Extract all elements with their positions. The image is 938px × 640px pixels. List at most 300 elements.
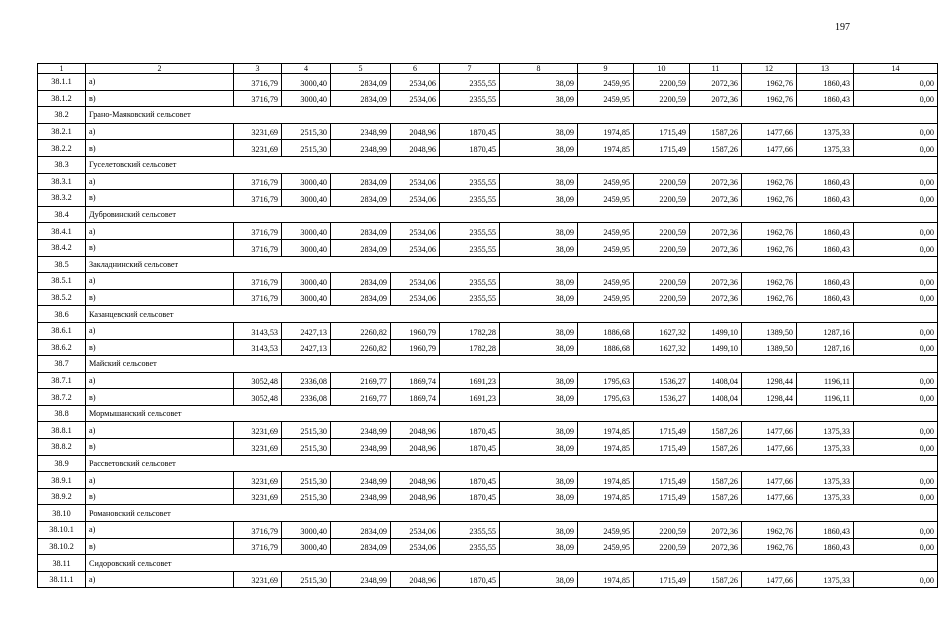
table-cell: 38,09	[500, 488, 578, 505]
table-cell: 1587,26	[690, 439, 742, 456]
table-cell: 1962,76	[742, 538, 797, 555]
row-number: 38.2.1	[38, 123, 86, 140]
row-label: в)	[86, 488, 234, 505]
column-header: 3	[234, 64, 282, 74]
table-cell: 1960,79	[391, 339, 440, 356]
row-number: 38.4.1	[38, 223, 86, 240]
table-cell: 38,09	[500, 389, 578, 406]
table-cell: 1860,43	[797, 190, 854, 207]
table-cell: 3231,69	[234, 472, 282, 489]
table-cell: 1962,76	[742, 239, 797, 256]
table-cell: 1587,26	[690, 488, 742, 505]
section-row	[38, 156, 938, 173]
section-row	[38, 455, 938, 472]
table-cell: 2348,99	[331, 571, 391, 588]
table-cell: 1886,68	[578, 339, 634, 356]
table-row	[38, 190, 938, 207]
row-number: 38.11.1	[38, 571, 86, 588]
column-header: 8	[500, 64, 578, 74]
row-number: 38.7.2	[38, 389, 86, 406]
table-cell: 1408,04	[690, 372, 742, 389]
table-cell: 1298,44	[742, 372, 797, 389]
row-label: а)	[86, 273, 234, 290]
table-cell: 1499,10	[690, 322, 742, 339]
table-cell: 38,09	[500, 74, 578, 91]
table-cell: 1375,33	[797, 123, 854, 140]
table-cell: 1375,33	[797, 571, 854, 588]
table-cell: 2048,96	[391, 439, 440, 456]
table-cell: 2355,55	[440, 74, 500, 91]
table-cell: 2072,36	[690, 538, 742, 555]
table-cell: 2336,08	[282, 389, 331, 406]
table-cell: 2348,99	[331, 439, 391, 456]
table-cell: 2534,06	[391, 239, 440, 256]
table-row	[38, 74, 938, 91]
column-header: 13	[797, 64, 854, 74]
table-row	[38, 472, 938, 489]
table-cell: 0,00	[854, 522, 938, 539]
table-cell: 2200,59	[634, 538, 690, 555]
table-cell: 1715,49	[634, 472, 690, 489]
table-cell: 2072,36	[690, 74, 742, 91]
row-number: 38.7	[38, 356, 86, 373]
table-cell: 2348,99	[331, 140, 391, 157]
column-header: 2	[86, 64, 234, 74]
table-cell: 1962,76	[742, 90, 797, 107]
table-cell: 3716,79	[234, 223, 282, 240]
row-label: а)	[86, 372, 234, 389]
row-number: 38.10.1	[38, 522, 86, 539]
page-number: 197	[835, 22, 850, 33]
table-cell: 2200,59	[634, 239, 690, 256]
table-cell: 1960,79	[391, 322, 440, 339]
table-cell: 1974,85	[578, 571, 634, 588]
column-header: 5	[331, 64, 391, 74]
table-cell: 0,00	[854, 223, 938, 240]
row-label: а)	[86, 322, 234, 339]
table-cell: 2048,96	[391, 488, 440, 505]
table-cell: 1860,43	[797, 538, 854, 555]
table-cell: 2459,95	[578, 90, 634, 107]
table-cell: 0,00	[854, 472, 938, 489]
row-label: в)	[86, 140, 234, 157]
table-cell: 3716,79	[234, 74, 282, 91]
table-cell: 0,00	[854, 538, 938, 555]
table-cell: 2348,99	[331, 472, 391, 489]
table-cell: 2534,06	[391, 223, 440, 240]
table-cell: 1287,16	[797, 322, 854, 339]
table-cell: 2355,55	[440, 173, 500, 190]
table-cell: 1870,45	[440, 140, 500, 157]
table-cell: 1870,45	[440, 123, 500, 140]
row-number: 38.9	[38, 455, 86, 472]
table-cell: 2072,36	[690, 223, 742, 240]
table-cell: 2200,59	[634, 522, 690, 539]
table-cell: 1962,76	[742, 522, 797, 539]
column-header: 10	[634, 64, 690, 74]
table-cell: 2459,95	[578, 74, 634, 91]
table-cell: 2072,36	[690, 90, 742, 107]
table-cell: 1869,74	[391, 389, 440, 406]
table-cell: 2200,59	[634, 74, 690, 91]
section-title: Майский сельсовет	[86, 356, 938, 373]
table-cell: 1870,45	[440, 472, 500, 489]
table-cell: 0,00	[854, 372, 938, 389]
table-cell: 1962,76	[742, 74, 797, 91]
table-cell: 1477,66	[742, 439, 797, 456]
row-label: а)	[86, 472, 234, 489]
table-cell: 2534,06	[391, 90, 440, 107]
table-cell: 2169,77	[331, 389, 391, 406]
table-cell: 2200,59	[634, 190, 690, 207]
table-cell: 2355,55	[440, 289, 500, 306]
table-row	[38, 389, 938, 406]
table-cell: 2834,09	[331, 90, 391, 107]
table-cell: 2200,59	[634, 173, 690, 190]
table-cell: 1795,63	[578, 372, 634, 389]
table-cell: 3000,40	[282, 223, 331, 240]
table-row	[38, 123, 938, 140]
table-row	[38, 239, 938, 256]
table-cell: 2515,30	[282, 488, 331, 505]
column-header: 12	[742, 64, 797, 74]
table-cell: 3000,40	[282, 538, 331, 555]
table-cell: 1782,28	[440, 322, 500, 339]
table-cell: 1408,04	[690, 389, 742, 406]
table-cell: 1196,11	[797, 389, 854, 406]
table-cell: 38,09	[500, 90, 578, 107]
table-cell: 38,09	[500, 123, 578, 140]
table-cell: 0,00	[854, 422, 938, 439]
table-cell: 38,09	[500, 322, 578, 339]
table-cell: 2515,30	[282, 571, 331, 588]
row-number: 38.9.1	[38, 472, 86, 489]
table-cell: 2834,09	[331, 538, 391, 555]
table-cell: 2336,08	[282, 372, 331, 389]
section-title: Дубровинский сельсовет	[86, 206, 938, 223]
row-number: 38.2.2	[38, 140, 86, 157]
table-cell: 1587,26	[690, 422, 742, 439]
table-cell: 0,00	[854, 140, 938, 157]
table-cell: 1974,85	[578, 439, 634, 456]
table-cell: 3143,53	[234, 339, 282, 356]
row-label: в)	[86, 289, 234, 306]
table-row	[38, 372, 938, 389]
row-number: 38.2	[38, 107, 86, 124]
table-cell: 1962,76	[742, 223, 797, 240]
table-cell: 2515,30	[282, 472, 331, 489]
table-cell: 38,09	[500, 339, 578, 356]
table-cell: 38,09	[500, 472, 578, 489]
table-cell: 1477,66	[742, 488, 797, 505]
table-cell: 1870,45	[440, 488, 500, 505]
table-row	[38, 289, 938, 306]
table-cell: 2459,95	[578, 522, 634, 539]
table-cell: 3000,40	[282, 90, 331, 107]
table-cell: 1715,49	[634, 140, 690, 157]
row-number: 38.3.2	[38, 190, 86, 207]
table-cell: 1962,76	[742, 289, 797, 306]
section-row	[38, 356, 938, 373]
table-cell: 2072,36	[690, 289, 742, 306]
table-cell: 3052,48	[234, 372, 282, 389]
table-cell: 38,09	[500, 422, 578, 439]
section-row	[38, 306, 938, 323]
table-cell: 38,09	[500, 439, 578, 456]
table-cell: 1870,45	[440, 571, 500, 588]
table-cell: 2459,95	[578, 190, 634, 207]
table-cell: 0,00	[854, 389, 938, 406]
table-row	[38, 173, 938, 190]
table-cell: 1477,66	[742, 571, 797, 588]
table-cell: 1715,49	[634, 422, 690, 439]
table-cell: 2200,59	[634, 90, 690, 107]
table-cell: 2427,13	[282, 322, 331, 339]
section-title: Рассветовский сельсовет	[86, 455, 938, 472]
table-cell: 1587,26	[690, 140, 742, 157]
row-label: в)	[86, 389, 234, 406]
table-cell: 1782,28	[440, 339, 500, 356]
table-cell: 1536,27	[634, 389, 690, 406]
table-cell: 1499,10	[690, 339, 742, 356]
table-cell: 0,00	[854, 289, 938, 306]
table-row	[38, 140, 938, 157]
table-cell: 1860,43	[797, 173, 854, 190]
table-cell: 3231,69	[234, 488, 282, 505]
row-number: 38.6	[38, 306, 86, 323]
table-cell: 3716,79	[234, 90, 282, 107]
row-label: а)	[86, 422, 234, 439]
table-cell: 3000,40	[282, 74, 331, 91]
section-title: Грано-Маяковский сельсовет	[86, 107, 938, 124]
row-label: а)	[86, 123, 234, 140]
table-cell: 3231,69	[234, 123, 282, 140]
table-row	[38, 273, 938, 290]
table-cell: 2048,96	[391, 140, 440, 157]
table-cell: 1886,68	[578, 322, 634, 339]
table-cell: 0,00	[854, 74, 938, 91]
table-cell: 2834,09	[331, 239, 391, 256]
table-cell: 3000,40	[282, 273, 331, 290]
row-label: в)	[86, 339, 234, 356]
column-header: 7	[440, 64, 500, 74]
table-cell: 2515,30	[282, 439, 331, 456]
row-number: 38.5	[38, 256, 86, 273]
row-number: 38.6.2	[38, 339, 86, 356]
header-row	[38, 64, 938, 74]
table-cell: 1974,85	[578, 422, 634, 439]
table-cell: 2355,55	[440, 273, 500, 290]
table-cell: 2260,82	[331, 322, 391, 339]
table-cell: 3716,79	[234, 173, 282, 190]
table-cell: 38,09	[500, 289, 578, 306]
table-cell: 38,09	[500, 538, 578, 555]
table-cell: 2534,06	[391, 173, 440, 190]
table-cell: 2534,06	[391, 538, 440, 555]
table-cell: 2427,13	[282, 339, 331, 356]
table-cell: 2515,30	[282, 140, 331, 157]
table-cell: 0,00	[854, 273, 938, 290]
table-cell: 2048,96	[391, 123, 440, 140]
table-cell: 0,00	[854, 322, 938, 339]
table-cell: 1870,45	[440, 439, 500, 456]
table-cell: 1860,43	[797, 74, 854, 91]
table-cell: 1375,33	[797, 439, 854, 456]
table-cell: 1962,76	[742, 173, 797, 190]
table-cell: 2355,55	[440, 538, 500, 555]
table-cell: 3716,79	[234, 522, 282, 539]
table-cell: 2048,96	[391, 422, 440, 439]
table-cell: 2834,09	[331, 273, 391, 290]
table-cell: 2534,06	[391, 190, 440, 207]
table-cell: 1477,66	[742, 123, 797, 140]
table-cell: 2459,95	[578, 273, 634, 290]
table-cell: 0,00	[854, 488, 938, 505]
table-cell: 1196,11	[797, 372, 854, 389]
table-cell: 1860,43	[797, 239, 854, 256]
table-cell: 1715,49	[634, 571, 690, 588]
row-label: а)	[86, 223, 234, 240]
table-cell: 3231,69	[234, 439, 282, 456]
row-number: 38.1.2	[38, 90, 86, 107]
table-cell: 0,00	[854, 239, 938, 256]
row-number: 38.4	[38, 206, 86, 223]
row-label: а)	[86, 571, 234, 588]
section-row	[38, 405, 938, 422]
row-number: 38.4.2	[38, 239, 86, 256]
row-number: 38.3	[38, 156, 86, 173]
table-cell: 3716,79	[234, 239, 282, 256]
table-cell: 0,00	[854, 123, 938, 140]
section-row	[38, 256, 938, 273]
table-cell: 2355,55	[440, 522, 500, 539]
row-number: 38.9.2	[38, 488, 86, 505]
table-cell: 1375,33	[797, 422, 854, 439]
table-cell: 2459,95	[578, 289, 634, 306]
table-cell: 38,09	[500, 173, 578, 190]
table-cell: 38,09	[500, 223, 578, 240]
table-cell: 1287,16	[797, 339, 854, 356]
tariff-table	[37, 63, 938, 588]
table-row	[38, 488, 938, 505]
section-title: Гуселетовский сельсовет	[86, 156, 938, 173]
section-title: Мормышанский сельсовет	[86, 405, 938, 422]
table-row	[38, 571, 938, 588]
column-header: 1	[38, 64, 86, 74]
table-cell: 1860,43	[797, 273, 854, 290]
table-cell: 2534,06	[391, 289, 440, 306]
row-label: а)	[86, 522, 234, 539]
table-cell: 1860,43	[797, 289, 854, 306]
table-cell: 1860,43	[797, 522, 854, 539]
table-cell: 1587,26	[690, 123, 742, 140]
table-cell: 2834,09	[331, 223, 391, 240]
table-cell: 1974,85	[578, 472, 634, 489]
table-cell: 1870,45	[440, 422, 500, 439]
table-cell: 2048,96	[391, 472, 440, 489]
table-cell: 0,00	[854, 190, 938, 207]
table-cell: 2834,09	[331, 522, 391, 539]
table-cell: 1375,33	[797, 140, 854, 157]
table-cell: 1587,26	[690, 472, 742, 489]
column-header: 11	[690, 64, 742, 74]
table-cell: 2834,09	[331, 289, 391, 306]
table-cell: 1691,23	[440, 389, 500, 406]
table-cell: 2515,30	[282, 123, 331, 140]
table-cell: 38,09	[500, 239, 578, 256]
table-cell: 1974,85	[578, 123, 634, 140]
table-cell: 3716,79	[234, 538, 282, 555]
table-cell: 2260,82	[331, 339, 391, 356]
table-row	[38, 538, 938, 555]
column-header: 4	[282, 64, 331, 74]
table-cell: 2459,95	[578, 538, 634, 555]
table-cell: 1795,63	[578, 389, 634, 406]
table-cell: 2834,09	[331, 173, 391, 190]
table-cell: 38,09	[500, 190, 578, 207]
table-cell: 1389,50	[742, 339, 797, 356]
table-cell: 2355,55	[440, 190, 500, 207]
section-row	[38, 505, 938, 522]
table-cell: 1536,27	[634, 372, 690, 389]
table-cell: 2355,55	[440, 90, 500, 107]
table-row	[38, 522, 938, 539]
table-cell: 1375,33	[797, 472, 854, 489]
row-number: 38.1.1	[38, 74, 86, 91]
section-title: Казанцевский сельсовет	[86, 306, 938, 323]
table-cell: 1860,43	[797, 223, 854, 240]
row-label: в)	[86, 439, 234, 456]
table-cell: 2515,30	[282, 422, 331, 439]
section-title: Сидоровский сельсовет	[86, 555, 938, 572]
table-cell: 2072,36	[690, 522, 742, 539]
row-label: в)	[86, 90, 234, 107]
column-header: 14	[854, 64, 938, 74]
table-cell: 1477,66	[742, 472, 797, 489]
table-cell: 2072,36	[690, 190, 742, 207]
table-cell: 2459,95	[578, 239, 634, 256]
table-cell: 0,00	[854, 90, 938, 107]
column-header: 6	[391, 64, 440, 74]
row-number: 38.8.2	[38, 439, 86, 456]
table-body	[38, 64, 938, 588]
row-number: 38.5.2	[38, 289, 86, 306]
table-cell: 2169,77	[331, 372, 391, 389]
table-cell: 38,09	[500, 571, 578, 588]
row-label: а)	[86, 173, 234, 190]
table-cell: 2348,99	[331, 422, 391, 439]
table-row	[38, 339, 938, 356]
table-cell: 2355,55	[440, 223, 500, 240]
table-cell: 38,09	[500, 273, 578, 290]
section-row	[38, 555, 938, 572]
table-cell: 3231,69	[234, 422, 282, 439]
table-cell: 2200,59	[634, 273, 690, 290]
row-number: 38.3.1	[38, 173, 86, 190]
table-cell: 38,09	[500, 522, 578, 539]
table-cell: 2072,36	[690, 239, 742, 256]
row-number: 38.7.1	[38, 372, 86, 389]
table-cell: 1627,32	[634, 322, 690, 339]
row-number: 38.8.1	[38, 422, 86, 439]
table-cell: 3231,69	[234, 571, 282, 588]
table-cell: 2534,06	[391, 522, 440, 539]
section-title: Романовский сельсовет	[86, 505, 938, 522]
table-cell: 38,09	[500, 372, 578, 389]
table-cell: 1375,33	[797, 488, 854, 505]
table-cell: 1869,74	[391, 372, 440, 389]
column-header: 9	[578, 64, 634, 74]
